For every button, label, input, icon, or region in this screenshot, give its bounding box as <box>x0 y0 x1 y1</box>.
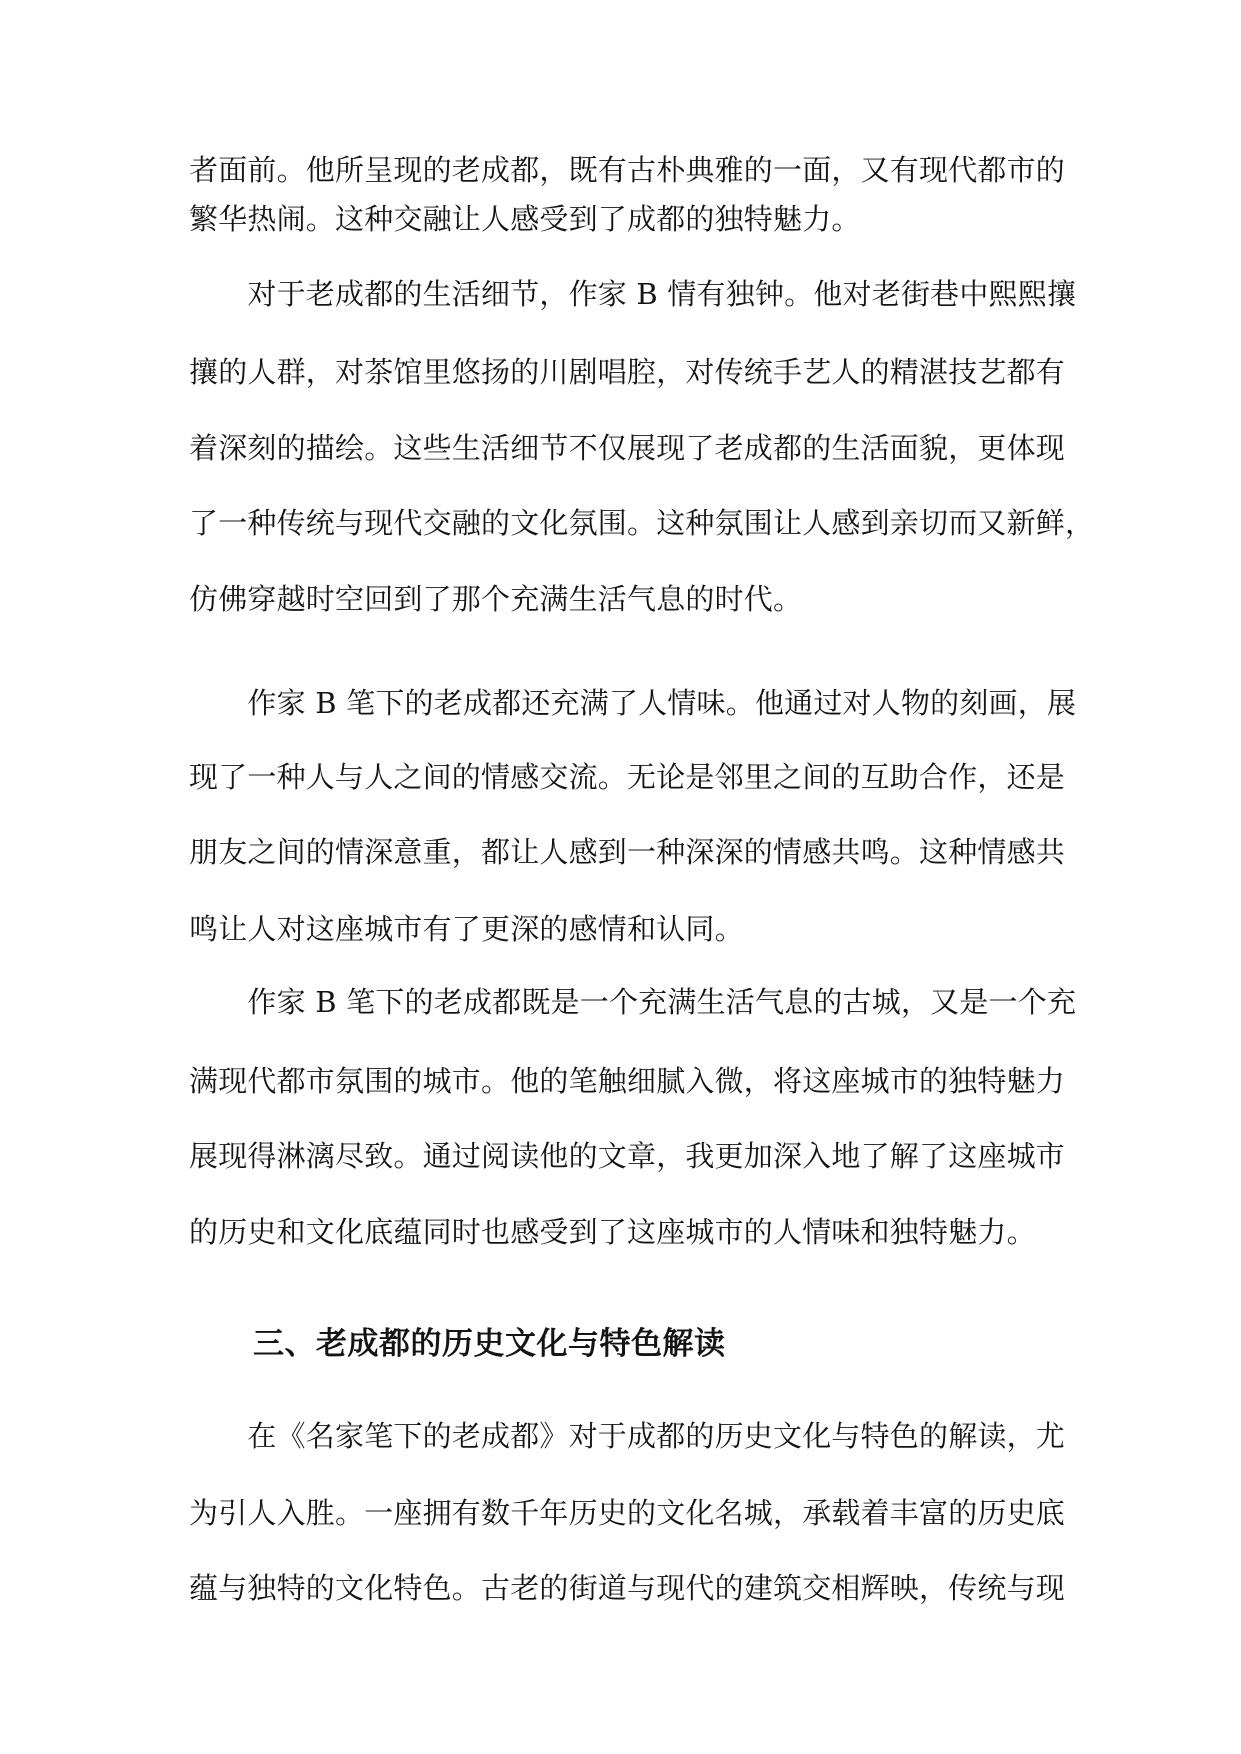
paragraph-3-line-2: 现了一种人与人之间的情感交流。无论是邻里之间的互助合作，还是 <box>189 760 1066 794</box>
paragraph-2-line-4: 了一种传统与现代交融的文化氛围。这种氛围让人感到亲切而又新鲜， <box>189 506 1095 540</box>
paragraph-2-line-1: 对于老成都的生活细节，作家 B 情有独钟。他对老街巷中熙熙攘 <box>189 277 1077 311</box>
paragraph-4-line-4: 的历史和文化底蕴同时也感受到了这座城市的人情味和独特魅力。 <box>189 1215 1036 1249</box>
paragraph-3-line-3: 朋友之间的情深意重，都让人感到一种深深的情感共鸣。这种情感共 <box>189 835 1066 869</box>
section-paragraph-line-1: 在《名家笔下的老成都》对于成都的历史文化与特色的解读，尤 <box>189 1419 1066 1453</box>
paragraph-2-line-2: 攘的人群，对茶馆里悠扬的川剧唱腔，对传统手艺人的精湛技艺都有 <box>189 355 1066 389</box>
section-paragraph-line-3: 蕴与独特的文化特色。古老的街道与现代的建筑交相辉映，传统与现 <box>189 1571 1066 1605</box>
paragraph-3-line-4: 鸣让人对这座城市有了更深的感情和认同。 <box>189 912 744 946</box>
paragraph-3-line-1: 作家 B 笔下的老成都还充满了人情味。他通过对人物的刻画，展 <box>189 686 1077 720</box>
paragraph-1-line-2: 繁华热闹。这种交融让人感受到了成都的独特魅力。 <box>189 202 861 236</box>
paragraph-4-line-2: 满现代都市氛围的城市。他的笔触细腻入微，将这座城市的独特魅力 <box>189 1064 1066 1098</box>
paragraph-2-line-5: 仿佛穿越时空回到了那个充满生活气息的时代。 <box>189 582 803 616</box>
paragraph-4-line-3: 展现得淋漓尽致。通过阅读他的文章，我更加深入地了解了这座城市 <box>189 1139 1066 1173</box>
section-paragraph-line-2: 为引人入胜。一座拥有数千年历史的文化名城，承载着丰富的历史底 <box>189 1496 1066 1530</box>
section-heading: 三、老成都的历史文化与特色解读 <box>253 1326 726 1362</box>
paragraph-2-line-3: 着深刻的描绘。这些生活细节不仅展现了老成都的生活面貌，更体现 <box>189 431 1066 465</box>
paragraph-4-line-1: 作家 B 笔下的老成都既是一个充满生活气息的古城，又是一个充 <box>189 985 1077 1019</box>
paragraph-1-line-1: 者面前。他所呈现的老成都，既有古朴典雅的一面，又有现代都市的 <box>189 153 1066 187</box>
